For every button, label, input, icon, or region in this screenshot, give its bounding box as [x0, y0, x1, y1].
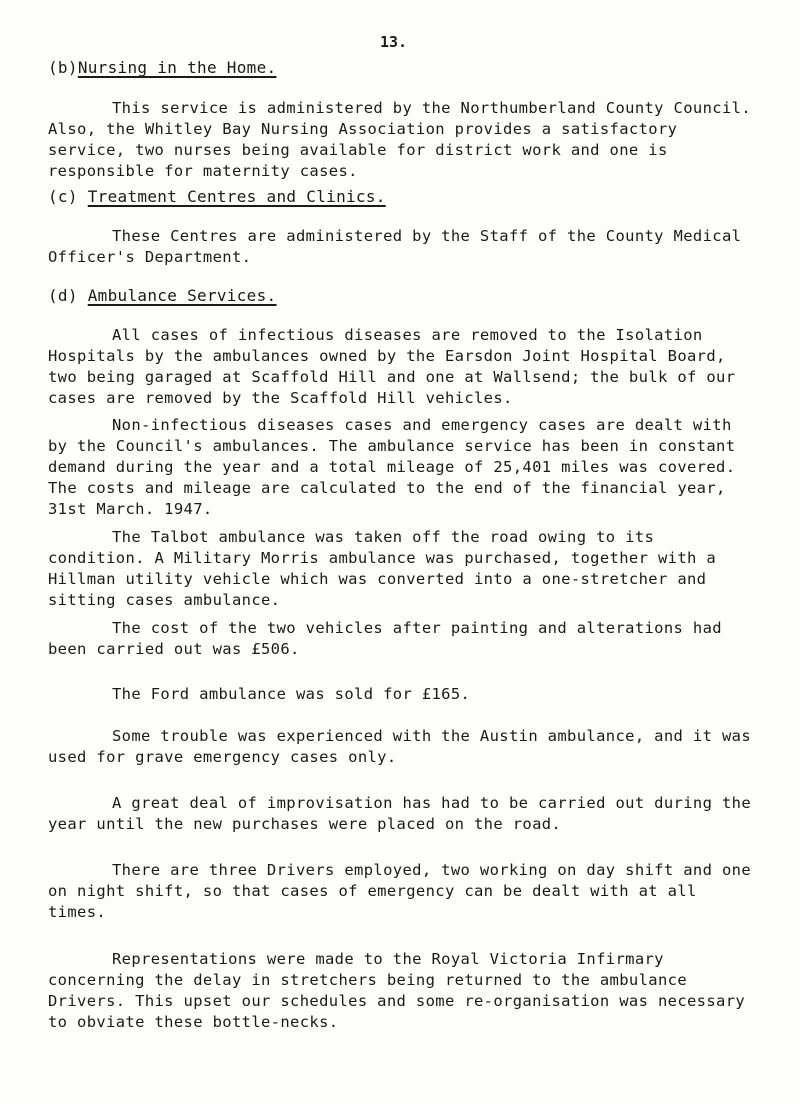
paragraph-ambulance-4: The cost of the two vehicles after painting and alterations had been carried out was £506.	[48, 619, 722, 658]
paragraph-nursing-1: This service is administered by the Northumberland County Council. Also, the Whitley Bay Nursing Association provides a satisfactory service, two nurses being available for district work and one is responsible for maternity cases.	[48, 99, 751, 180]
section-marker: (b)	[48, 58, 78, 77]
section-title: Treatment Centres and Clinics.	[87, 187, 386, 206]
section-marker: (c)	[48, 187, 78, 206]
section-heading-ambulance	[48, 286, 276, 305]
paragraph-ambulance-3: The Talbot ambulance was taken off the road owing to its condition. A Military Morris ambulance was purchased, together with a Hillman utility vehicle which was converted into a one-stretcher and sitting cases ambulance.	[48, 528, 717, 609]
section-heading-treatment	[48, 187, 386, 206]
paragraph-ambulance-2: Non-infectious diseases cases and emergency cases are dealt with by the Council's ambulances. The ambulance service has been in constant demand during the year and a total mileage of 25,401 miles was covered. The costs and mileage are calculated to the end of the financial year, 31st March. 1947.	[48, 416, 736, 518]
paragraph-ambulance-1: All cases of infectious diseases are removed to the Isolation Hospitals by the ambulances owned by the Earsdon Joint Hospital Board, two being garaged at Scaffold Hill and one at Wallsend; the bulk of our cases are removed by the Scaffold Hill vehicles.	[48, 326, 736, 407]
paragraph-ambulance-6: Some trouble was experienced with the Austin ambulance, and it was used for grave emergency cases only.	[48, 727, 751, 766]
paragraph-ambulance-5: The Ford ambulance was sold for £165.	[112, 685, 471, 703]
page-number: 13.	[380, 33, 408, 51]
section-heading-nursing	[48, 58, 276, 77]
section-marker: (d)	[48, 286, 78, 305]
paragraph-ambulance-8: There are three Drivers employed, two working on day shift and one on night shift, so that cases of emergency can be dealt with at all times.	[48, 861, 751, 921]
section-title: Nursing in the Home.	[77, 58, 277, 77]
paragraph-ambulance-9: Representations were made to the Royal Victoria Infirmary concerning the delay in stretchers being returned to the ambulance Drivers. This upset our schedules and some re-organisation was necessary to obviate these bottle-necks.	[48, 950, 746, 1031]
section-title: Ambulance Services.	[87, 286, 277, 305]
paragraph-treatment-1: These Centres are administered by the Staff of the County Medical Officer's Department.	[48, 227, 742, 266]
paragraph-ambulance-7: A great deal of improvisation has had to be carried out during the year until the new purchases were placed on the road.	[48, 794, 751, 833]
